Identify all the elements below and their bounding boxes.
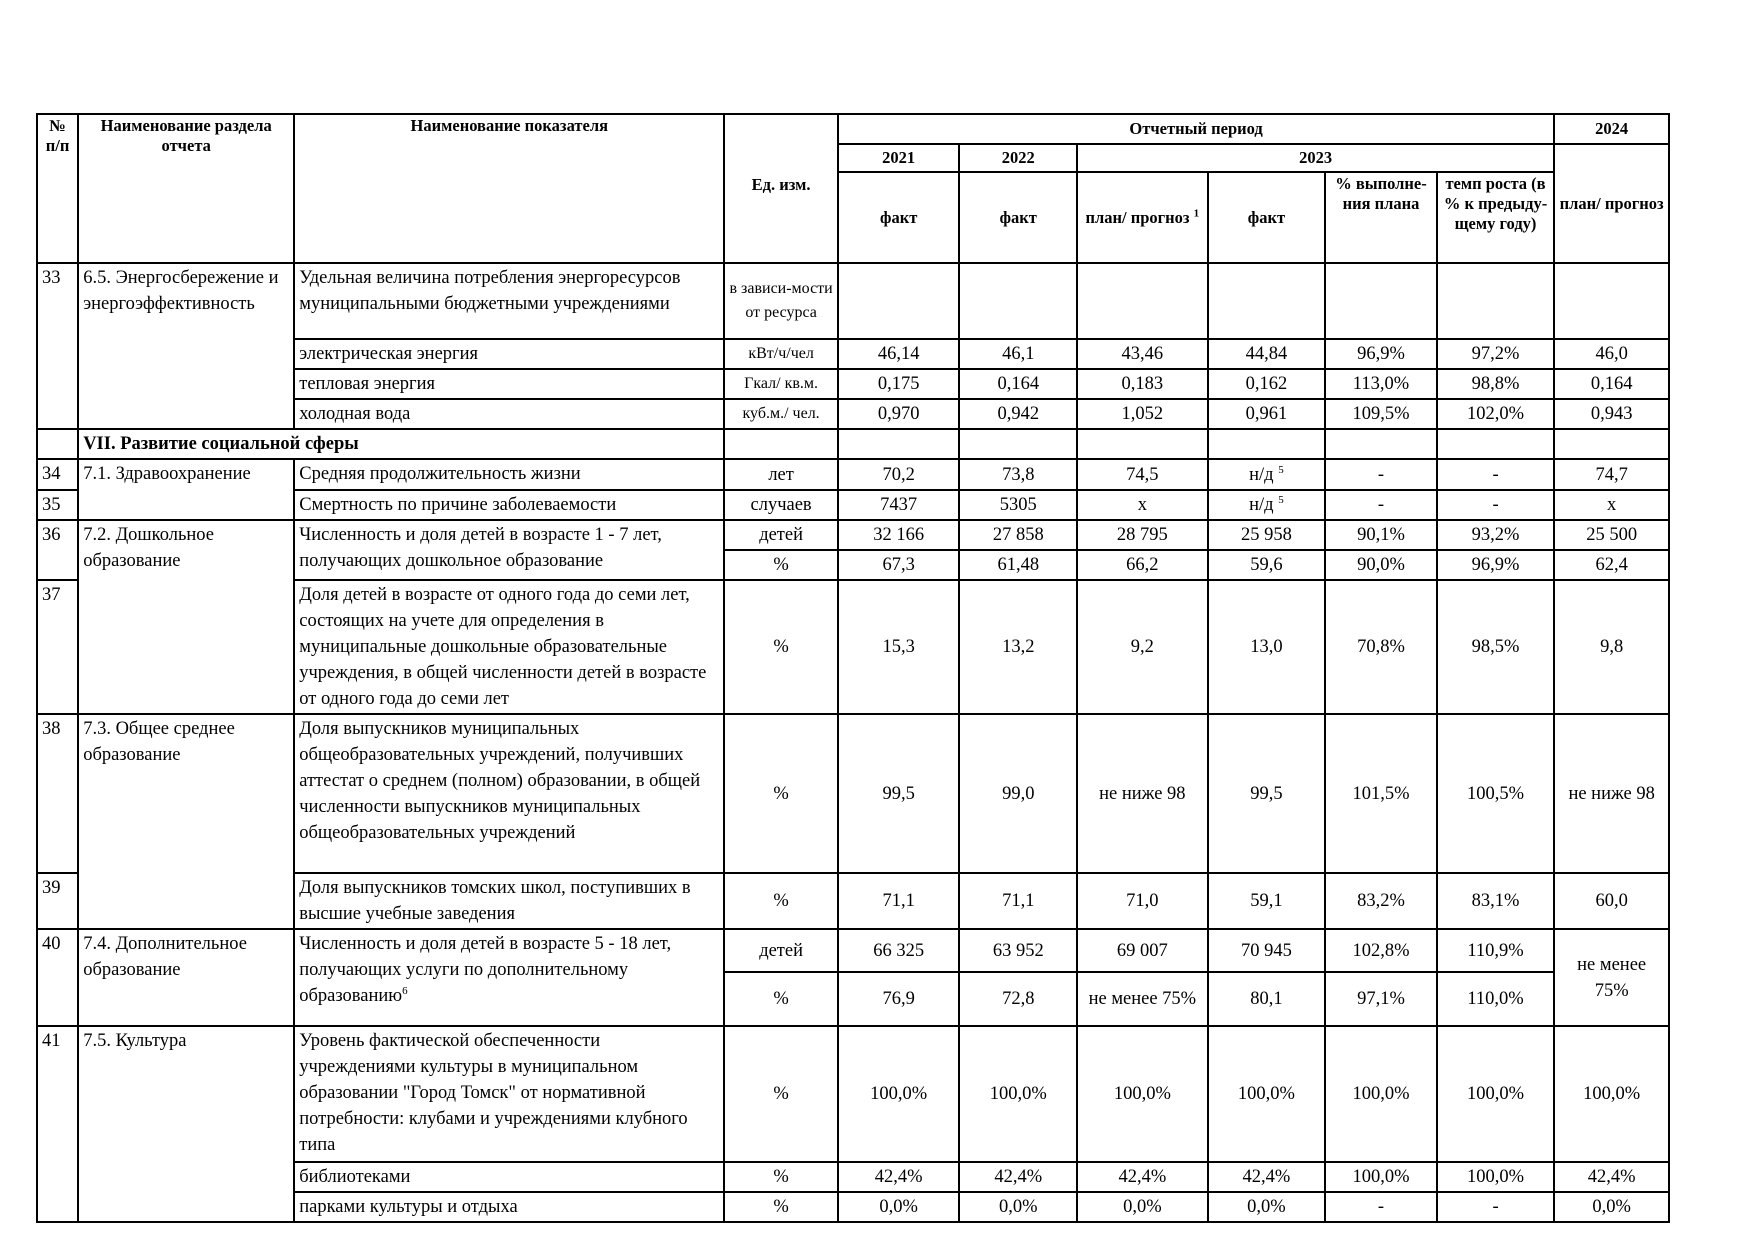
cell-2024: 74,7 xyxy=(1554,459,1669,490)
cell-2021: 99,5 xyxy=(838,714,960,873)
cell-2024: 9,8 xyxy=(1554,580,1669,714)
cell-2024: 0,164 xyxy=(1554,369,1669,399)
cell-fact: н/д $^5$ xyxy=(1208,490,1326,520)
cell-plan: 69 007 xyxy=(1077,929,1208,972)
cell-plan: 42,4% xyxy=(1077,1162,1208,1192)
cell-2021: 7437 xyxy=(838,490,960,520)
cell-plan: 66,2 xyxy=(1077,550,1208,580)
header-num: № п/п xyxy=(37,114,78,263)
cell-pct: 70,8% xyxy=(1325,580,1437,714)
row-unit: % xyxy=(724,972,838,1026)
cell-2021: 71,1 xyxy=(838,873,960,929)
row-subitem: библиотеками xyxy=(294,1162,724,1192)
section-row xyxy=(37,429,1669,459)
cell-2021: 0,175 xyxy=(838,369,960,399)
cell-2021: 0,970 xyxy=(838,399,960,429)
cell-2021: 100,0% xyxy=(838,1026,960,1162)
row-num: 33 xyxy=(37,263,78,429)
row-unit: % xyxy=(724,714,838,873)
cell-plan: 9,2 xyxy=(1077,580,1208,714)
cell-2022: 0,0% xyxy=(959,1192,1077,1222)
row-subitem: холодная вода xyxy=(294,399,724,429)
cell-2022: 27 858 xyxy=(959,520,1077,550)
table-row xyxy=(37,714,1669,873)
header-period: Отчетный период xyxy=(838,114,1554,144)
cell-pct: 113,0% xyxy=(1325,369,1437,399)
header-pct-exec: % выполне-ния плана xyxy=(1325,172,1437,263)
cell-2022: 0,164 xyxy=(959,369,1077,399)
cell-growth: 110,9% xyxy=(1437,929,1555,972)
header-unit: Ед. изм. xyxy=(724,114,838,263)
cell-plan: 71,0 xyxy=(1077,873,1208,929)
row-unit: лет xyxy=(724,459,838,490)
cell-pct: - xyxy=(1325,490,1437,520)
cell-growth: 100,0% xyxy=(1437,1162,1555,1192)
cell-2024: не менее 75% xyxy=(1554,929,1669,1026)
cell-2022: 42,4% xyxy=(959,1162,1077,1192)
cell-2021: 70,2 xyxy=(838,459,960,490)
cell-pct: 100,0% xyxy=(1325,1026,1437,1162)
row-section: 7.2. Дошкольное образование xyxy=(78,520,294,714)
table-row xyxy=(37,459,1669,490)
cell-2024: 0,0% xyxy=(1554,1192,1669,1222)
header-fact-2021: факт xyxy=(838,172,960,263)
row-unit: в зависи-мости от ресурса xyxy=(724,263,838,339)
row-indicator: Доля выпускников томских школ, поступивших в высшие учебные заведения xyxy=(294,873,724,929)
cell-fact: 100,0% xyxy=(1208,1026,1326,1162)
cell-plan: не менее 75% xyxy=(1077,972,1208,1026)
row-unit: % xyxy=(724,1026,838,1162)
row-indicator: Уровень фактической обеспеченности учреждениями культуры в муниципальном образовании "Город Томск" от нормативной потребности: клубами и учреждениями клубного типа xyxy=(294,1026,724,1162)
cell-growth: - xyxy=(1437,459,1555,490)
header-indicator: Наименование показателя xyxy=(294,114,724,263)
cell-plan: 43,46 xyxy=(1077,339,1208,369)
header-plan-2023: план/ прогноз $^1$ xyxy=(1077,172,1208,263)
row-unit: % xyxy=(724,1192,838,1222)
cell-2022: 61,48 xyxy=(959,550,1077,580)
cell-growth: 96,9% xyxy=(1437,550,1555,580)
row-indicator: Средняя продолжительность жизни xyxy=(294,459,724,490)
cell-2022: 71,1 xyxy=(959,873,1077,929)
cell-fact: 25 958 xyxy=(1208,520,1326,550)
header-fact-2022: факт xyxy=(959,172,1077,263)
header-plan-2024: план/ прогноз xyxy=(1554,144,1669,263)
row-section: 7.4. Дополнительное образование xyxy=(78,929,294,1026)
cell-pct: - xyxy=(1325,459,1437,490)
cell-growth: 100,5% xyxy=(1437,714,1555,873)
cell-plan: 0,0% xyxy=(1077,1192,1208,1222)
cell-fact: 80,1 xyxy=(1208,972,1326,1026)
cell-2022: 63 952 xyxy=(959,929,1077,972)
cell-pct: 100,0% xyxy=(1325,1162,1437,1192)
row-indicator: Смертность по причине заболеваемости xyxy=(294,490,724,520)
row-unit: куб.м./ чел. xyxy=(724,399,838,429)
cell-plan: х xyxy=(1077,490,1208,520)
cell-fact: 44,84 xyxy=(1208,339,1326,369)
cell-pct: 109,5% xyxy=(1325,399,1437,429)
cell-2021: 67,3 xyxy=(838,550,960,580)
cell-2024: 42,4% xyxy=(1554,1162,1669,1192)
cell-pct: 90,1% xyxy=(1325,520,1437,550)
cell-2024: х xyxy=(1554,490,1669,520)
cell-2021: 42,4% xyxy=(838,1162,960,1192)
cell-2022: 46,1 xyxy=(959,339,1077,369)
cell-fact: 59,1 xyxy=(1208,873,1326,929)
row-subitem: парками культуры и отдыха xyxy=(294,1192,724,1222)
cell-2021: 15,3 xyxy=(838,580,960,714)
header-year-2024: 2024 xyxy=(1554,114,1669,144)
cell-pct: 96,9% xyxy=(1325,339,1437,369)
row-unit: % xyxy=(724,1162,838,1192)
row-num: 39 xyxy=(37,873,78,929)
cell-fact: 13,0 xyxy=(1208,580,1326,714)
cell-2024: 46,0 xyxy=(1554,339,1669,369)
cell-2024: 25 500 xyxy=(1554,520,1669,550)
row-subitem: электрическая энергия xyxy=(294,339,724,369)
cell-2024: 62,4 xyxy=(1554,550,1669,580)
table-row xyxy=(37,1026,1669,1162)
cell-2022: 73,8 xyxy=(959,459,1077,490)
cell-2022: 99,0 xyxy=(959,714,1077,873)
row-unit: % xyxy=(724,873,838,929)
header-year-2021: 2021 xyxy=(838,144,960,172)
cell-fact: 59,6 xyxy=(1208,550,1326,580)
cell-plan: 28 795 xyxy=(1077,520,1208,550)
row-indicator: Удельная величина потребления энергоресурсов муниципальными бюджетными учреждениями xyxy=(294,263,724,339)
cell-fact: н/д $^5$ xyxy=(1208,459,1326,490)
cell-pct: 102,8% xyxy=(1325,929,1437,972)
cell-plan: 100,0% xyxy=(1077,1026,1208,1162)
cell-2021: 46,14 xyxy=(838,339,960,369)
table-row xyxy=(37,929,1669,972)
row-num: 36 xyxy=(37,520,78,580)
row-num: 35 xyxy=(37,490,78,520)
cell-growth: - xyxy=(1437,1192,1555,1222)
cell-fact: 0,0% xyxy=(1208,1192,1326,1222)
row-unit: % xyxy=(724,580,838,714)
report-table xyxy=(36,113,1670,1223)
cell-2022: 100,0% xyxy=(959,1026,1077,1162)
header-fact-2023: факт xyxy=(1208,172,1326,263)
cell-pct: 101,5% xyxy=(1325,714,1437,873)
cell-2024: 60,0 xyxy=(1554,873,1669,929)
cell-growth: 100,0% xyxy=(1437,1026,1555,1162)
cell-2022: 0,942 xyxy=(959,399,1077,429)
row-unit: детей xyxy=(724,929,838,972)
cell-fact: 0,162 xyxy=(1208,369,1326,399)
cell-fact: 70 945 xyxy=(1208,929,1326,972)
header-year-2023: 2023 xyxy=(1077,144,1554,172)
cell-plan: 0,183 xyxy=(1077,369,1208,399)
row-indicator: Численность и доля детей в возрасте 5 - 18 лет, получающих услуги по дополнительному образованию$^6$ xyxy=(294,929,724,1026)
cell-2022: 5305 xyxy=(959,490,1077,520)
row-indicator: Численность и доля детей в возрасте 1 - 7 лет, получающих дошкольное образование xyxy=(294,520,724,580)
cell-2024: 0,943 xyxy=(1554,399,1669,429)
cell-pct: - xyxy=(1325,1192,1437,1222)
header-growth: темп роста (в % к предыду-щему году) xyxy=(1437,172,1555,263)
cell-2021: 0,0% xyxy=(838,1192,960,1222)
cell-growth: - xyxy=(1437,490,1555,520)
table-row xyxy=(37,520,1669,550)
cell-2024: 100,0% xyxy=(1554,1026,1669,1162)
row-num: 34 xyxy=(37,459,78,490)
row-unit: % xyxy=(724,550,838,580)
row-num: 38 xyxy=(37,714,78,873)
cell-2022: 13,2 xyxy=(959,580,1077,714)
cell-plan: 74,5 xyxy=(1077,459,1208,490)
cell-plan: не ниже 98 xyxy=(1077,714,1208,873)
cell-pct: 83,2% xyxy=(1325,873,1437,929)
row-num: 37 xyxy=(37,580,78,714)
cell-growth: 98,5% xyxy=(1437,580,1555,714)
section-title: VII. Развитие социальной сферы xyxy=(78,429,724,459)
row-unit: кВт/ч/чел xyxy=(724,339,838,369)
row-num: 41 xyxy=(37,1026,78,1222)
row-unit: Гкал/ кв.м. xyxy=(724,369,838,399)
row-section: 6.5. Энергосбережение и энергоэффективность xyxy=(78,263,294,429)
cell-2021: 76,9 xyxy=(838,972,960,1026)
cell-pct: 97,1% xyxy=(1325,972,1437,1026)
cell-2021: 32 166 xyxy=(838,520,960,550)
cell-growth: 83,1% xyxy=(1437,873,1555,929)
cell-fact: 99,5 xyxy=(1208,714,1326,873)
row-num: 40 xyxy=(37,929,78,1026)
cell-growth: 98,8% xyxy=(1437,369,1555,399)
cell-2021: 66 325 xyxy=(838,929,960,972)
row-unit: детей xyxy=(724,520,838,550)
cell-plan: 1,052 xyxy=(1077,399,1208,429)
cell-pct: 90,0% xyxy=(1325,550,1437,580)
header-section: Наименование раздела отчета xyxy=(78,114,294,263)
header-year-2022: 2022 xyxy=(959,144,1077,172)
row-subitem: тепловая энергия xyxy=(294,369,724,399)
cell-growth: 110,0% xyxy=(1437,972,1555,1026)
cell-2022: 72,8 xyxy=(959,972,1077,1026)
row-indicator: Доля детей в возрасте от одного года до семи лет, состоящих на учете для определения в муниципальные дошкольные образовательные учреждения, в общей численности детей в возрасте от одного года до семи лет xyxy=(294,580,724,714)
row-unit: случаев xyxy=(724,490,838,520)
cell-fact: 42,4% xyxy=(1208,1162,1326,1192)
cell-growth: 93,2% xyxy=(1437,520,1555,550)
cell-growth: 97,2% xyxy=(1437,339,1555,369)
row-section: 7.1. Здравоохранение xyxy=(78,459,294,520)
row-section: 7.3. Общее среднее образование xyxy=(78,714,294,929)
cell-2024: не ниже 98 xyxy=(1554,714,1669,873)
cell-growth: 102,0% xyxy=(1437,399,1555,429)
row-indicator: Доля выпускников муниципальных общеобразовательных учреждений, получивших аттестат о среднем (полном) образовании, в общей численности выпускников муниципальных общеобразовательных учреждений xyxy=(294,714,724,873)
cell-fact: 0,961 xyxy=(1208,399,1326,429)
row-section: 7.5. Культура xyxy=(78,1026,294,1222)
table-row xyxy=(37,263,1669,339)
